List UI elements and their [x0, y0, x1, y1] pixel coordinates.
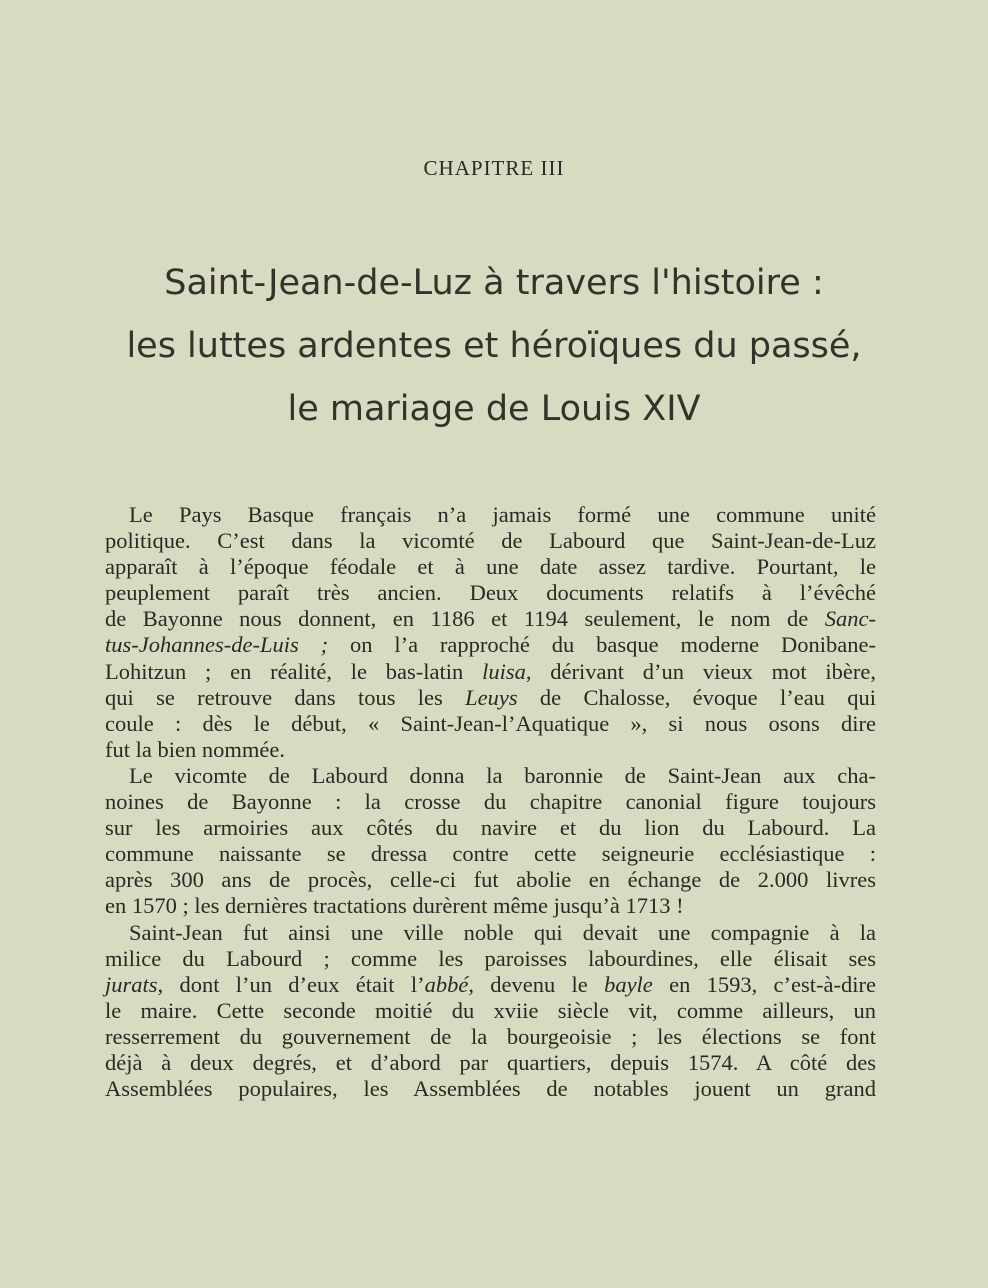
- text-segment: noines de Bayonne : la crosse du chapitre canonial figure toujours: [105, 789, 876, 815]
- text-line: [105, 580, 876, 606]
- text-line: [105, 972, 876, 998]
- text-segment: , dérivant d’un vieux mot ibère,: [525, 658, 877, 684]
- text-segment: Lohitzun ; en réalité, le bas-latin: [105, 658, 483, 684]
- text-line: [105, 711, 876, 737]
- text-segment: Saint-Jean fut ainsi une ville noble qui devait une compagnie à la: [129, 919, 876, 945]
- text-line: [105, 920, 876, 946]
- title-line: le mariage de Louis XIV: [287, 389, 701, 429]
- text-segment: de Chalosse, évoque l’eau qui: [517, 684, 876, 710]
- text-segment: qui se retrouve dans tous les: [105, 684, 466, 710]
- italic-segment: abbé: [424, 971, 469, 997]
- text-segment: de Bayonne nous donnent, en 1186 et 1194 seulement, le nom de: [105, 606, 825, 632]
- text-segment: Le Pays Basque français n’a jamais formé une commune unité: [129, 502, 876, 527]
- text-segment: on l’a rapproché du basque moderne Donibane-: [328, 632, 877, 658]
- text-segment: apparaît à l’époque féodale et à une date assez tardive. Pourtant, le: [105, 554, 876, 580]
- text-segment: peuplement paraît très ancien. Deux documents relatifs à l’évêché: [105, 580, 876, 606]
- text-segment: après 300 ans de procès, celle-ci fut abolie en échange de 2.000 livres: [105, 867, 876, 893]
- text-segment: Le vicomte de Labourd donna la baronnie de Saint-Jean aux cha-: [129, 762, 876, 788]
- text-line: [105, 815, 876, 841]
- italic-segment: Leuys: [465, 684, 518, 710]
- text-segment: fut la bien nommée.: [105, 736, 285, 762]
- text-line: [105, 1076, 876, 1102]
- text-line: [105, 554, 876, 580]
- text-segment: milice du Labourd ; comme les paroisses labourdines, elle élisait ses: [105, 945, 876, 971]
- italic-segment: jurats: [105, 971, 158, 997]
- text-segment: coule : dès le début, « Saint-Jean-l’Aquatique », si nous osons dire: [105, 710, 876, 736]
- text-segment: resserrement du gouvernement de la bourgeoisie ; les élections se font: [105, 1023, 876, 1049]
- title-line: les luttes ardentes et héroïques du passé,: [126, 326, 862, 366]
- text-line: [105, 528, 876, 554]
- text-line: [105, 659, 876, 685]
- text-line: [105, 502, 876, 528]
- text-line: [105, 1024, 876, 1050]
- text-line: [105, 606, 876, 632]
- text-line: [105, 789, 876, 815]
- text-segment: Assemblées populaires, les Assemblées de notables jouent un grand: [105, 1076, 876, 1102]
- text-segment: en 1570 ; les dernières tractations durèrent même jusqu’à 1713 !: [105, 893, 684, 919]
- text-segment: politique. C’est dans la vicomté de Labourd que Saint-Jean-de-Luz: [105, 528, 876, 554]
- text-line: [105, 946, 876, 972]
- text-line: [105, 737, 876, 763]
- text-line: [105, 841, 876, 867]
- text-line: [105, 998, 876, 1024]
- text-line: [105, 632, 876, 658]
- italic-segment: tus-Johannes-de-Luis ;: [105, 632, 329, 658]
- italic-segment: bayle: [604, 971, 653, 997]
- text-line: [105, 893, 876, 919]
- text-segment: commune naissante se dressa contre cette seigneurie ecclésiastique :: [105, 841, 876, 867]
- text-segment: sur les armoiries aux côtés du navire et du lion du Labourd. La: [105, 815, 876, 841]
- italic-segment: luisa: [482, 658, 526, 684]
- chapter-heading: CHAPITRE III: [423, 156, 565, 180]
- text-segment: , dont l’un d’eux était l’: [157, 971, 425, 997]
- text-line: [105, 1050, 876, 1076]
- text-segment: déjà à deux degrés, et d’abord par quartiers, depuis 1574. A côté des: [105, 1049, 876, 1075]
- title-line: Saint-Jean-de-Luz à travers l'histoire :: [164, 263, 824, 303]
- text-line: [105, 685, 876, 711]
- text-segment: , devenu le: [468, 971, 605, 997]
- text-line: [105, 867, 876, 893]
- text-segment: le maire. Cette seconde moitié du xviie siècle vit, comme ailleurs, un: [105, 997, 876, 1023]
- chapter-title: [0, 252, 988, 441]
- body-text: [105, 502, 876, 1102]
- text-segment: en 1593, c’est-à-dire: [652, 971, 876, 997]
- text-line: [105, 763, 876, 789]
- italic-segment: Sanc-: [824, 606, 876, 632]
